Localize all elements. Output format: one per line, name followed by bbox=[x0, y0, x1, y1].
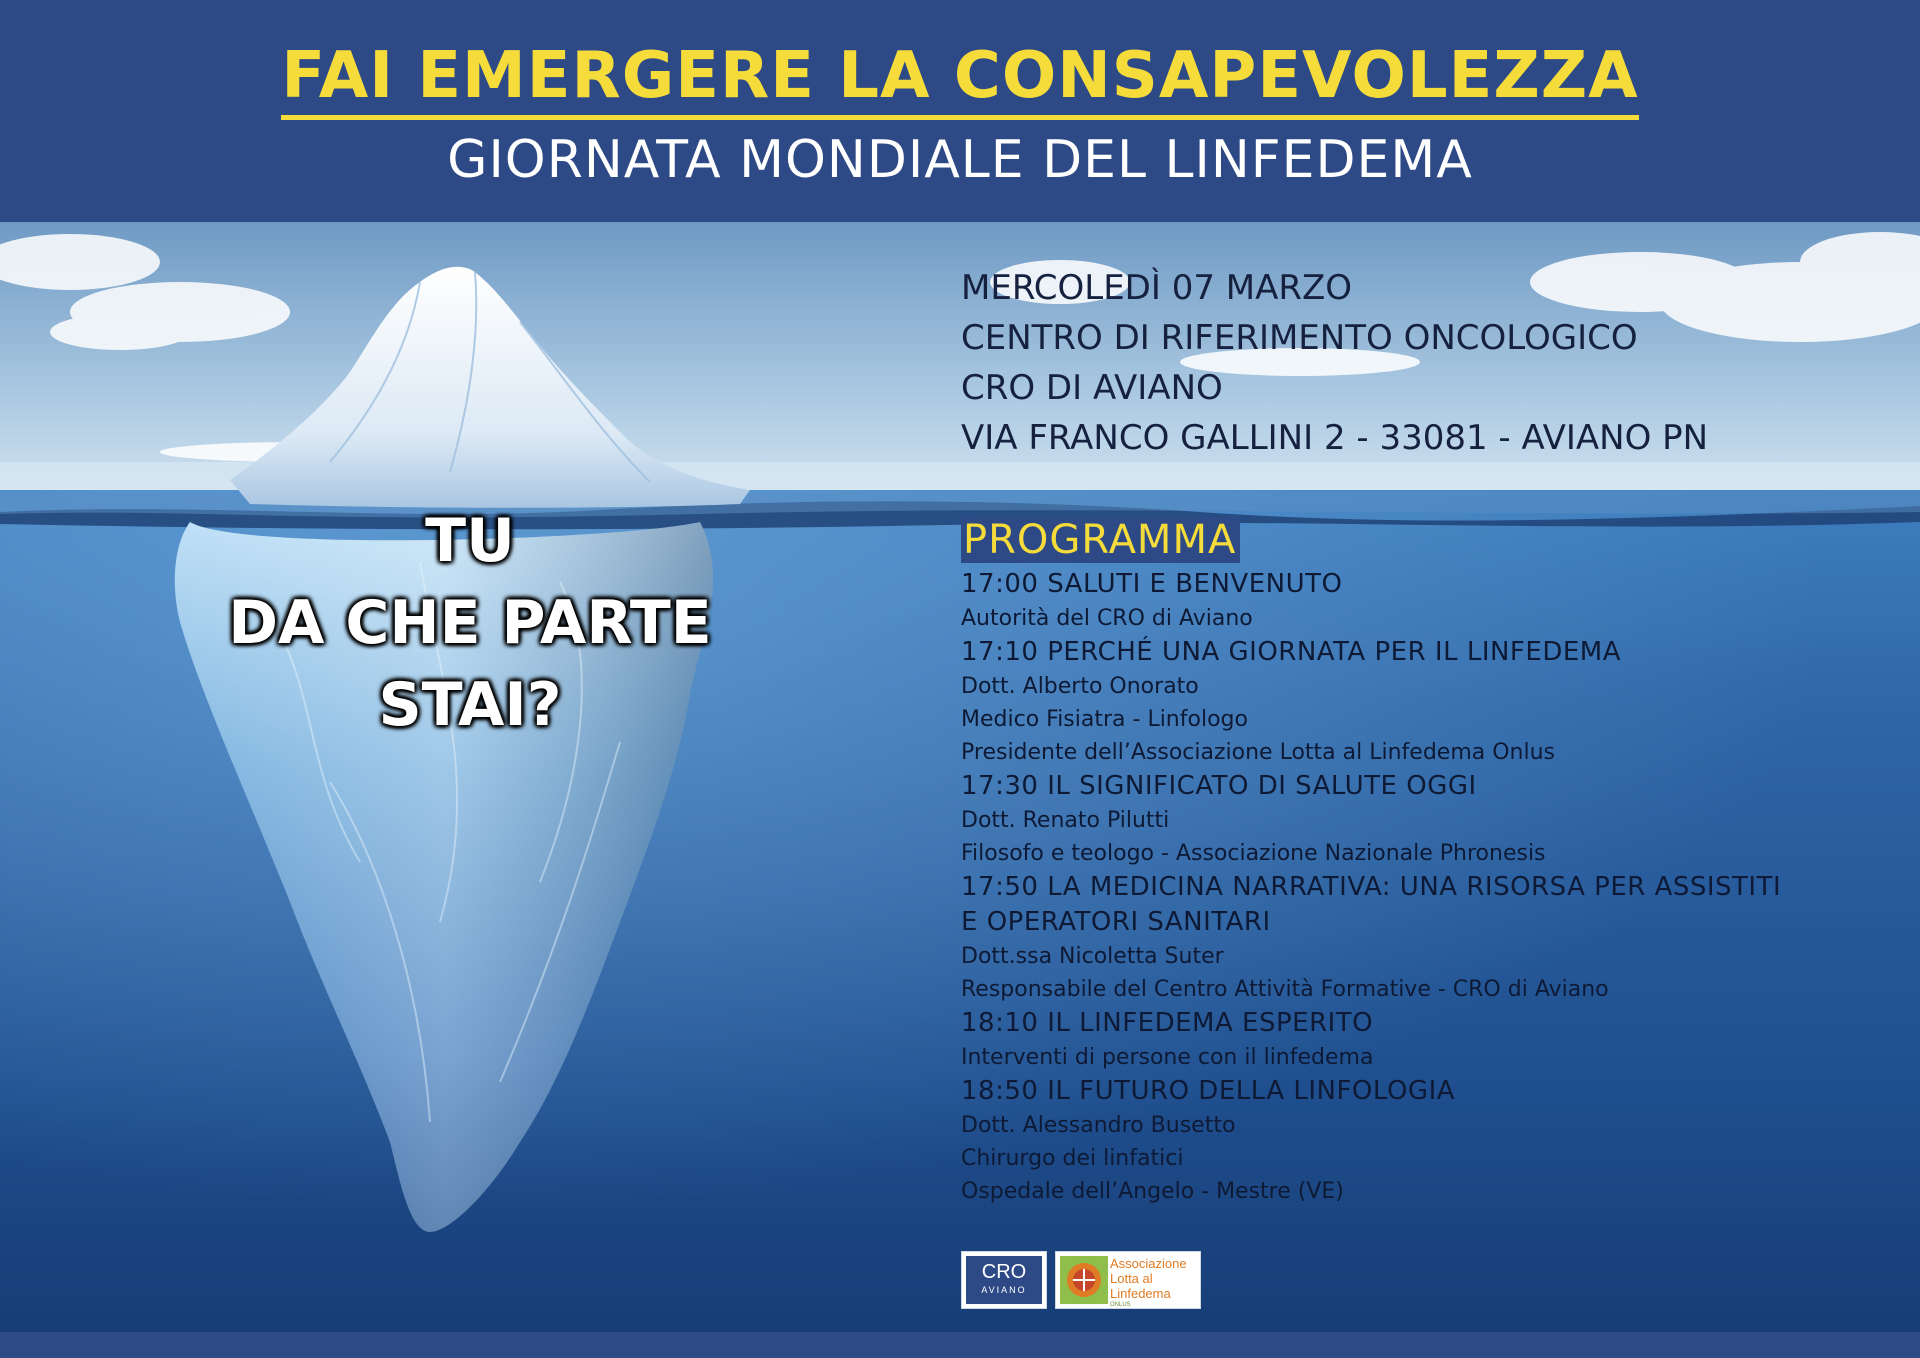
programme-item-title: 18:10 IL LINFEDEMA ESPERITO bbox=[961, 1008, 1374, 1038]
programme-item-detail: Dott.ssa Nicoletta Suter bbox=[961, 944, 1224, 969]
programme-item-title: 17:30 IL SIGNIFICATO DI SALUTE OGGI bbox=[961, 771, 1477, 801]
programme-item bbox=[961, 635, 1841, 769]
cro-aviano-logo bbox=[961, 1251, 1047, 1309]
event-date: MERCOLEDÌ 07 MARZO bbox=[961, 268, 1353, 308]
event-address: VIA FRANCO GALLINI 2 - 33081 - AVIANO PN bbox=[961, 418, 1709, 458]
slogan-line-2: DA CHE PARTE bbox=[228, 588, 712, 658]
programme-item-detail: Interventi di persone con il linfedema bbox=[961, 1045, 1374, 1070]
programme-item bbox=[961, 769, 1841, 870]
associazione-logo bbox=[1055, 1251, 1201, 1309]
slogan-line-1: TU bbox=[425, 506, 515, 576]
programme-item-title: 17:50 LA MEDICINA NARRATIVA: UNA RISORSA PER ASSISTITI bbox=[961, 872, 1782, 902]
slogan-line-3: STAI? bbox=[378, 670, 562, 740]
programme-item-detail: Dott. Alessandro Busetto bbox=[961, 1113, 1236, 1138]
programme-item bbox=[961, 567, 1841, 635]
slogan bbox=[200, 500, 740, 746]
programme-item-detail: Dott. Alberto Onorato bbox=[961, 674, 1199, 699]
associazione-logo-small: ONLUS bbox=[1110, 1302, 1131, 1308]
cro-logo-subtext: AVIANO bbox=[981, 1285, 1027, 1295]
programme-item-detail: Responsabile del Centro Attività Formative - CRO di Aviano bbox=[961, 977, 1609, 1002]
programme-item-detail: Filosofo e teologo - Associazione Nazionale Phronesis bbox=[961, 841, 1546, 866]
header-band bbox=[0, 0, 1920, 222]
bottom-band bbox=[0, 1332, 1920, 1358]
programme-item-title: 17:00 SALUTI E BENVENUTO bbox=[961, 569, 1343, 599]
associazione-mark-icon bbox=[1060, 1256, 1108, 1304]
subtitle: GIORNATA MONDIALE DEL LINFEDEMA bbox=[447, 130, 1473, 190]
programme-heading: PROGRAMMA bbox=[961, 517, 1240, 563]
programme-item bbox=[961, 870, 1841, 1006]
event-info bbox=[961, 263, 1708, 463]
associazione-logo-line-2: Lotta al bbox=[1110, 1271, 1153, 1286]
main-title bbox=[0, 36, 1920, 116]
programme-item-title: 18:50 IL FUTURO DELLA LINFOLOGIA bbox=[961, 1076, 1456, 1106]
associazione-logo-line-3: Linfedema bbox=[1110, 1286, 1171, 1301]
programme-item-detail: Autorità del CRO di Aviano bbox=[961, 606, 1253, 631]
programme-item-title-continued: E OPERATORI SANITARI bbox=[961, 907, 1271, 937]
event-venue: CENTRO DI RIFERIMENTO ONCOLOGICO bbox=[961, 318, 1638, 358]
programme-item-detail: Presidente dell’Associazione Lotta al Linfedema Onlus bbox=[961, 740, 1555, 765]
programme-item-detail: Medico Fisiatra - Linfologo bbox=[961, 707, 1248, 732]
event-venue-short: CRO DI AVIANO bbox=[961, 368, 1223, 408]
programme-item-detail: Chirurgo dei linfatici bbox=[961, 1146, 1184, 1171]
cro-logo-text: CRO bbox=[981, 1261, 1027, 1283]
programme bbox=[961, 517, 1841, 1208]
main-title-text: FAI EMERGERE LA CONSAPEVOLEZZA bbox=[281, 39, 1638, 120]
programme-item bbox=[961, 1006, 1841, 1074]
programme-item-detail: Ospedale dell’Angelo - Mestre (VE) bbox=[961, 1179, 1344, 1204]
associazione-logo-line-1: Associazione bbox=[1110, 1256, 1187, 1271]
programme-item-detail: Dott. Renato Pilutti bbox=[961, 808, 1170, 833]
programme-item-title: 17:10 PERCHÉ UNA GIORNATA PER IL LINFEDEMA bbox=[961, 637, 1621, 667]
programme-item bbox=[961, 1074, 1841, 1208]
